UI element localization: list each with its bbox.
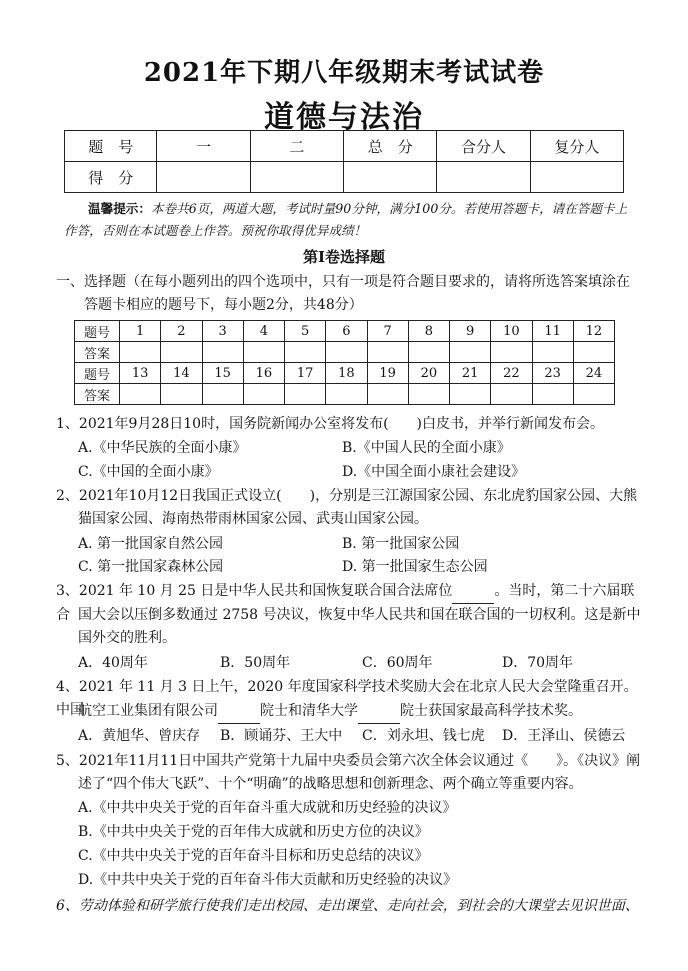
- grid-number: 5: [285, 321, 326, 342]
- score-cell: 题 号: [65, 131, 157, 162]
- question-option: A．40周年: [78, 655, 148, 671]
- question-option: C. 第一批国家森林公园: [78, 559, 224, 575]
- question-stem-text: 3、2021 年 10 月 25 日是中华人民共和国恢复联合国合法席位: [56, 583, 453, 599]
- answer-cell[interactable]: [532, 384, 573, 405]
- fill-blank[interactable]: [218, 700, 260, 724]
- grid-number: 9: [450, 321, 491, 342]
- grid-number: 11: [532, 321, 573, 342]
- grid-number: 18: [326, 363, 367, 384]
- exam-tip: [64, 198, 639, 242]
- question-stem-tail: 。当时，第二十六届联合: [56, 583, 635, 623]
- grid-number: 8: [408, 321, 449, 342]
- question-stem-line3: 国外交的胜利。: [78, 630, 176, 646]
- score-table-header-row: [65, 131, 624, 162]
- answer-grid-answer-row: [75, 342, 615, 363]
- answer-cell[interactable]: [120, 342, 161, 363]
- answer-grid-number-row: [75, 363, 615, 384]
- question-option: B．50周年: [220, 655, 291, 671]
- answer-cell[interactable]: [161, 384, 202, 405]
- tip-text: 本卷共6页，两道大题，考试时量90分钟，满分100分。若使用答题卡，请在答题卡上作答，否则在本试题卷上作答。预祝你取得优异成绩！: [64, 201, 628, 238]
- answer-cell[interactable]: [450, 384, 491, 405]
- answer-cell[interactable]: [367, 342, 408, 363]
- question-option: D.《中共中央关于党的百年奋斗伟大贡献和历史经验的决议》: [78, 872, 458, 888]
- question-stem-line2: 国大会以压倒多数通过 2758 号决议，恢复中华人民共和国在联合国的一切权利。这是新中: [78, 607, 641, 623]
- score-input-cell[interactable]: [250, 162, 343, 193]
- grid-number: 13: [120, 363, 161, 384]
- answer-cell[interactable]: [285, 384, 326, 405]
- question-option: C．刘永坦、钱七虎: [362, 728, 485, 744]
- section-title: 第Ⅰ卷选择题: [302, 248, 386, 266]
- question-option: D. 第一批国家生态公园: [342, 559, 488, 575]
- question-option: A. 第一批国家自然公园: [78, 536, 224, 552]
- question-option: D．70周年: [502, 655, 574, 671]
- grid-number: 12: [573, 321, 614, 342]
- score-input-cell[interactable]: [437, 162, 530, 193]
- grid-label: 答案: [75, 384, 120, 405]
- answer-cell[interactable]: [491, 384, 532, 405]
- grid-number: 1: [120, 321, 161, 342]
- grid-number: 2: [161, 321, 202, 342]
- exam-title: 2021年下期八年级期末考试试卷: [143, 58, 545, 88]
- answer-cell[interactable]: [202, 342, 243, 363]
- grid-number: 16: [243, 363, 284, 384]
- part1-heading: 一、选择题（在每小题列出的四个选项中，只有一项是符合题目要求的，请将所选答案填涂在: [56, 274, 630, 290]
- answer-grid: [74, 320, 615, 405]
- question-stem: 2、2021年10月12日我国正式设立( )，分别是三江源国家公园、东北虎豹国家公园、大熊: [56, 488, 638, 504]
- answer-cell[interactable]: [450, 342, 491, 363]
- question-stem-text: 航空工业集团有限公司: [78, 703, 218, 719]
- question-stem: 4、2021 年 11 月 3 日上午，2020 年度国家科学技术奖励大会在北京人民大会堂隆重召开。中国: [56, 679, 638, 718]
- score-input-cell[interactable]: [530, 162, 623, 193]
- grid-number: 17: [285, 363, 326, 384]
- question-option: A．黄旭华、曾庆存: [78, 728, 201, 744]
- question-stem-text: 院士和清华大学: [260, 703, 358, 719]
- question-stem: 1、2021年9月28日10时，国务院新闻办公室将发布( )白皮书，并举行新闻发布会。: [56, 416, 604, 432]
- question-option: B．顾诵芬、王大中: [220, 728, 343, 744]
- question-stem: 6、劳动体验和研学旅行使我们走出校园、走出课堂、走向社会，到社会的大课堂去见识世面、: [56, 898, 639, 914]
- answer-cell[interactable]: [326, 342, 367, 363]
- score-input-cell[interactable]: [343, 162, 436, 193]
- answer-cell[interactable]: [491, 342, 532, 363]
- answer-grid-number-row: [75, 321, 615, 342]
- answer-cell[interactable]: [161, 342, 202, 363]
- answer-cell[interactable]: [202, 384, 243, 405]
- answer-cell[interactable]: [573, 342, 614, 363]
- question-stem-line2: 猫国家公园、海南热带雨林国家公园、武夷山国家公园。: [78, 511, 428, 527]
- grid-number: 4: [243, 321, 284, 342]
- grid-number: 7: [367, 321, 408, 342]
- grid-number: 19: [367, 363, 408, 384]
- grid-number: 22: [491, 363, 532, 384]
- question-option: B.《中国人民的全面小康》: [342, 440, 511, 456]
- answer-cell[interactable]: [243, 384, 284, 405]
- question-option: D.《中国全面小康社会建设》: [342, 464, 526, 480]
- tip-label: 温馨提示：: [88, 201, 151, 216]
- answer-cell[interactable]: [120, 384, 161, 405]
- question-option: B.《中共中央关于党的百年伟大成就和历史方位的决议》: [78, 824, 429, 840]
- grid-number: 15: [202, 363, 243, 384]
- part1-heading-line2: 答题卡相应的题号下，每小题2分，共48分）: [84, 297, 363, 313]
- score-cell: 复分人: [530, 131, 623, 162]
- grid-label: 答案: [75, 342, 120, 363]
- answer-cell[interactable]: [367, 384, 408, 405]
- fill-blank[interactable]: [358, 700, 400, 724]
- answer-cell[interactable]: [532, 342, 573, 363]
- answer-cell[interactable]: [243, 342, 284, 363]
- grid-number: 14: [161, 363, 202, 384]
- grid-label: 题号: [75, 321, 120, 342]
- grid-number: 6: [326, 321, 367, 342]
- score-cell: 一: [157, 131, 250, 162]
- question-stem-line2: [78, 700, 668, 724]
- question-option: D．王泽山、侯德云: [502, 728, 626, 744]
- question-option: C．60周年: [362, 655, 433, 671]
- question-option: B. 第一批国家公园: [342, 536, 460, 552]
- grid-number: 3: [202, 321, 243, 342]
- score-input-cell[interactable]: [157, 162, 250, 193]
- grid-number: 20: [408, 363, 449, 384]
- grid-label: 题号: [75, 363, 120, 384]
- grid-number: 24: [573, 363, 614, 384]
- question-option: C.《中国的全面小康》: [78, 464, 219, 480]
- fill-blank[interactable]: [452, 580, 494, 604]
- question-stem-line2: 述了“四个伟大飞跃”、十个“明确”的战略思想和创新理念、两个确立等重要内容。: [78, 776, 583, 792]
- score-cell: 合分人: [437, 131, 530, 162]
- question-option: A.《中共中央关于党的百年奋斗重大成就和历史经验的决议》: [78, 800, 457, 816]
- answer-cell[interactable]: [285, 342, 326, 363]
- question-option: C.《中共中央关于党的百年奋斗目标和历史总结的决议》: [78, 848, 429, 864]
- answer-cell[interactable]: [408, 342, 449, 363]
- grid-number: 23: [532, 363, 573, 384]
- question-stem-text: 院士获国家最高科学技术奖。: [400, 703, 582, 719]
- question-stem: 5、2021年11月11日中国共产党第十九届中央委员会第六次全体会议通过《 》。《决议》阐: [56, 753, 641, 769]
- score-cell: 得 分: [65, 162, 157, 193]
- answer-cell[interactable]: [573, 384, 614, 405]
- score-table: [64, 130, 624, 193]
- score-cell: 二: [250, 131, 343, 162]
- grid-number: 10: [491, 321, 532, 342]
- answer-cell[interactable]: [408, 384, 449, 405]
- answer-cell[interactable]: [326, 384, 367, 405]
- question-option: A.《中华民族的全面小康》: [78, 440, 247, 456]
- answer-grid-answer-row: [75, 384, 615, 405]
- score-table-score-row: [65, 162, 624, 193]
- grid-number: 21: [450, 363, 491, 384]
- score-cell: 总 分: [343, 131, 436, 162]
- subject-title: 道德与法治: [264, 100, 424, 135]
